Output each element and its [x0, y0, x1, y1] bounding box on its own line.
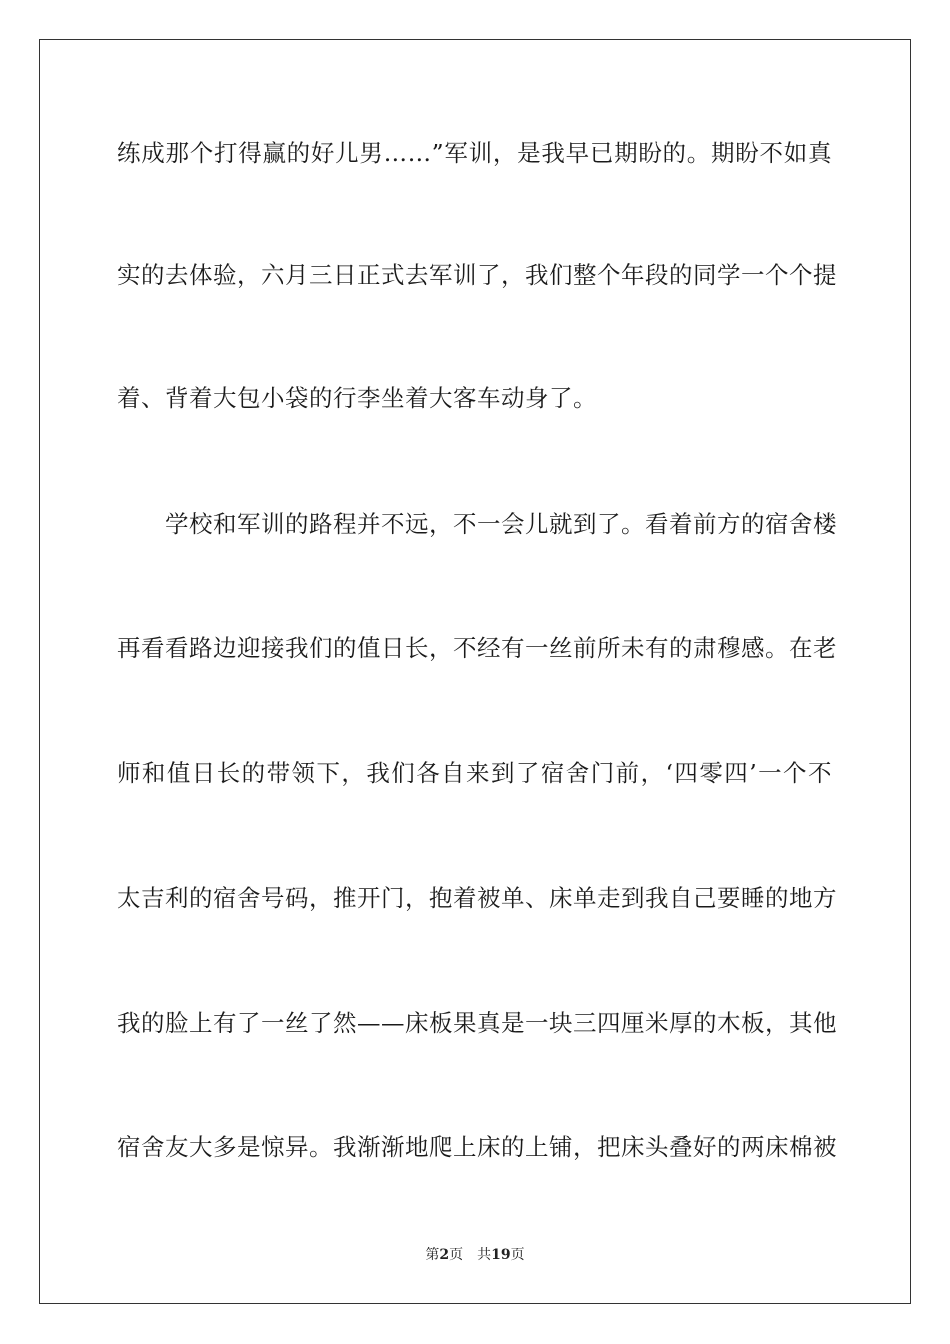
- text-line: 实的去体验，六月三日正式去军训了，我们整个年段的同学一个个提: [117, 261, 837, 289]
- page-border: [39, 39, 911, 1304]
- page-prefix: 第: [425, 1247, 440, 1263]
- total-suffix: 页: [510, 1247, 525, 1263]
- page-suffix: 页: [449, 1247, 464, 1263]
- text-line: 宿舍友大多是惊异。我渐渐地爬上床的上铺，把床头叠好的两床棉被: [117, 1133, 837, 1161]
- text-line: 着、背着大包小袋的行李坐着大客车动身了。: [117, 384, 597, 412]
- text-line: 师和值日长的带领下，我们各自来到了宿舍门前，‘四零四’一个不: [117, 759, 832, 787]
- current-page-number: 2: [439, 1247, 450, 1263]
- text-line: 练成那个打得赢的好儿男……”军训，是我早已期盼的。期盼不如真: [117, 139, 832, 167]
- total-prefix: 共: [477, 1247, 492, 1263]
- total-page-count: 19: [491, 1247, 511, 1263]
- text-line: 我的脸上有了一丝了然——床板果真是一块三四厘米厚的木板，其他: [117, 1009, 837, 1037]
- page-footer: [0, 1246, 950, 1264]
- text-line: 太吉利的宿舍号码，推开门，抱着被单、床单走到我自己要睡的地方: [117, 884, 837, 912]
- text-line: 再看看路边迎接我们的值日长，不经有一丝前所未有的肃穆感。在老: [117, 634, 837, 662]
- paragraph-first-line: 学校和军训的路程并不远，不一会儿就到了。看着前方的宿舍楼: [165, 510, 837, 538]
